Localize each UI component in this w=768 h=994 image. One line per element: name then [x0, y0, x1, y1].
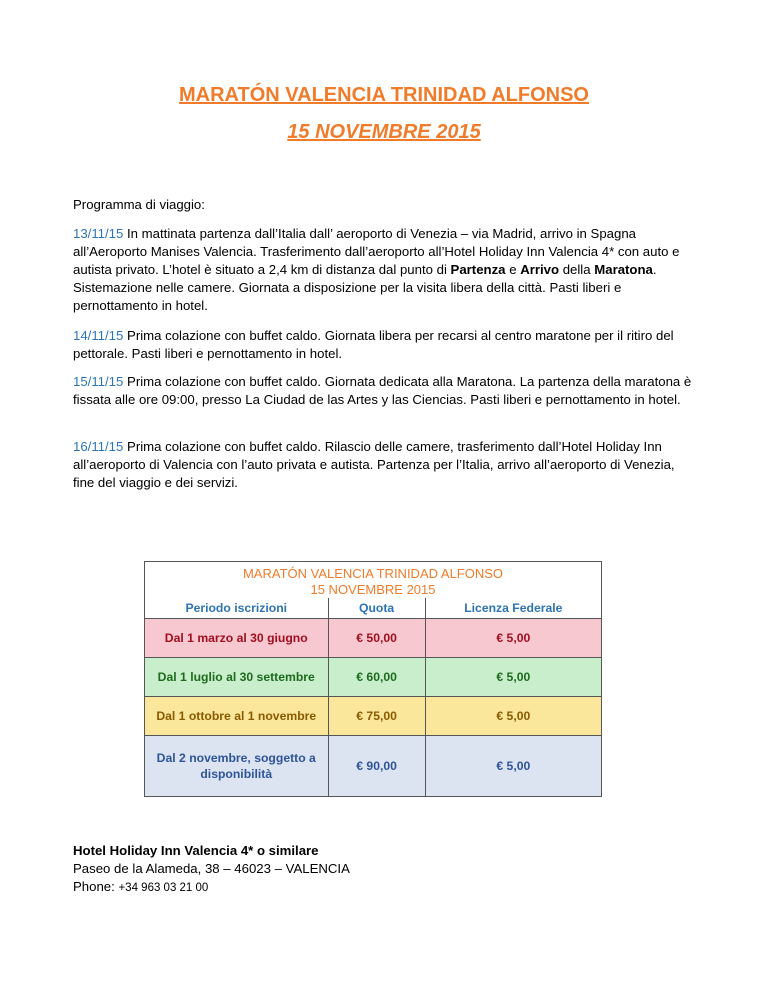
- hotel-address: Paseo de la Alameda, 38 – 46023 – VALENCIA: [73, 861, 350, 876]
- table-row: [145, 658, 602, 697]
- cell-quota: € 90,00: [328, 736, 425, 797]
- cell-period: Dal 1 luglio al 30 settembre: [145, 658, 329, 697]
- cell-period: Dal 1 ottobre al 1 novembre: [145, 697, 329, 736]
- hotel-name: Hotel Holiday Inn Valencia 4* o similare: [73, 843, 319, 858]
- table-row: [145, 619, 602, 658]
- price-table: [144, 561, 602, 797]
- cell-period: [145, 736, 329, 797]
- header-periodo: Periodo iscrizioni: [145, 598, 329, 619]
- hotel-phone-label: Phone:: [73, 879, 119, 894]
- day-text: . Sistemazione nelle camere. Giornata a disposizione per la visita libera della città. Pasti liberi e pernottamento in hotel.: [73, 262, 657, 313]
- day-bold-partenza: Partenza: [450, 262, 506, 277]
- header-quota: Quota: [328, 598, 425, 619]
- day-bold-arrivo: Arrivo: [520, 262, 560, 277]
- hotel-phone: [73, 878, 208, 897]
- document-date: 15 NOVEMBRE 2015: [287, 121, 481, 143]
- cell-quota: € 60,00: [328, 658, 425, 697]
- table-title: [145, 562, 602, 599]
- cell-period-line1: Dal 2 novembre, soggetto a: [156, 751, 316, 765]
- day-text: In mattinata partenza dall’Italia dall’ aeroporto di Venezia – via Madrid, arrivo in Spagna all’Aeroporto Manises Valencia. Trasferimento dall’aeroporto all’Hotel Holiday Inn Valencia 4* con auto e autista privato. L’hotel è situato a 2,4 km di distanza dal punto di: [73, 226, 680, 277]
- table-title-line1: MARATÓN VALENCIA TRINIDAD ALFONSO: [242, 566, 504, 581]
- program-day-3: [73, 373, 698, 409]
- day-text: Prima colazione con buffet caldo. Giornata libera per recarsi al centro maratone per il ritiro del pettorale. Pasti liberi e pernottamento in hotel.: [73, 328, 674, 361]
- program-intro: Programma di viaggio:: [73, 197, 205, 212]
- day-text: e: [505, 262, 521, 277]
- cell-licenza: € 5,00: [425, 619, 601, 658]
- cell-period: Dal 1 marzo al 30 giugno: [145, 619, 329, 658]
- header-licenza: Licenza Federale: [425, 598, 601, 619]
- day-text: Prima colazione con buffet caldo. Giornata dedicata alla Maratona. La partenza della maratona è fissata alle ore 09:00, presso La Ciudad de las Artes y las Ciencias. Pasti liberi e pernottamento in hotel.: [73, 374, 692, 407]
- table-title-line2: 15 NOVEMBRE 2015: [310, 582, 436, 597]
- cell-licenza: € 5,00: [425, 658, 601, 697]
- day-date: 16/11/15: [73, 439, 124, 454]
- day-bold-maratona: Maratona: [594, 262, 653, 277]
- document-title: MARATÓN VALENCIA TRINIDAD ALFONSO: [179, 84, 589, 106]
- day-date: 14/11/15: [73, 328, 124, 343]
- table-row: [145, 697, 602, 736]
- cell-quota: € 50,00: [328, 619, 425, 658]
- program-day-2: [73, 327, 698, 363]
- day-text: della: [559, 262, 595, 277]
- day-text: Prima colazione con buffet caldo. Rilascio delle camere, trasferimento dall’Hotel Holiday Inn all’aeroporto di Valencia con l’auto privata e autista. Partenza per l’Italia, arrivo all’aeroporto di Venezia, fine del viaggio e dei servizi.: [73, 439, 675, 490]
- day-date: 13/11/15: [73, 226, 124, 241]
- table-row: [145, 736, 602, 797]
- hotel-phone-number: +34 963 03 21 00: [118, 882, 209, 894]
- cell-quota: € 75,00: [328, 697, 425, 736]
- program-day-4: [73, 438, 698, 492]
- program-day-1: [73, 225, 698, 315]
- cell-licenza: € 5,00: [425, 736, 601, 797]
- day-date: 15/11/15: [73, 374, 124, 389]
- cell-period-line2: disponibilità: [200, 767, 273, 781]
- cell-licenza: € 5,00: [425, 697, 601, 736]
